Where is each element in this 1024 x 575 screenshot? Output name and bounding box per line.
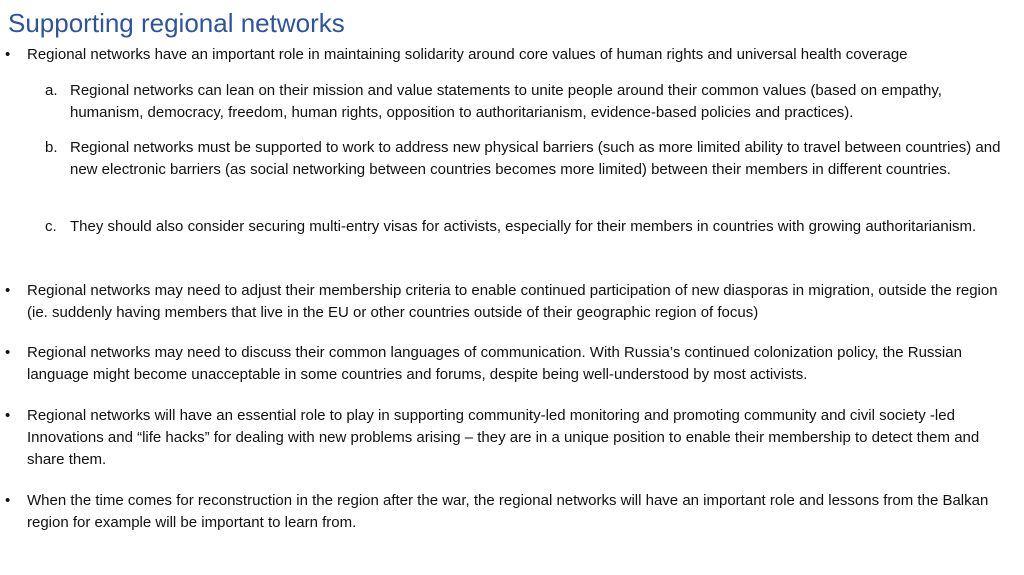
bullet-marker: • (5, 492, 11, 509)
bullet-text: Regional networks may need to adjust their membership criteria to enable continued participation of new diasporas in migration, outside the region (ie. suddenly having members that live in the EU or other countries outside of their geographic region of focus) (27, 282, 998, 321)
sub-item (45, 216, 1015, 238)
bullet-marker: • (5, 46, 11, 63)
sub-item-text: Regional networks must be supported to work to address new physical barriers (such as more limited ability to travel between countries) and new electronic barriers (as social networking between countries becomes more limited) between their members in different countries. (70, 139, 1001, 178)
bullet-text: Regional networks will have an essential role to play in supporting community-led monitoring and promoting community and civil society -led Innovations and “life hacks” for dealing with new problems arising – they are in a unique position to enable their membership to detect them and share them. (27, 407, 980, 468)
bullet-text: When the time comes for reconstruction in the region after the war, the regional networks will have an important role and lessons from the Balkan region for example will be important to learn from. (27, 492, 989, 531)
sub-item-marker: c. (45, 218, 57, 235)
bullet-item (5, 342, 1017, 386)
bullet-item (5, 280, 1017, 324)
bullet-text: Regional networks have an important role in maintaining solidarity around core values of human rights and universal health coverage (27, 46, 908, 63)
bullet-item (5, 490, 1017, 534)
bullet-item (5, 44, 1017, 66)
bullet-marker: • (5, 344, 11, 361)
sub-item-marker: b. (45, 139, 58, 156)
slide-title: Supporting regional networks (8, 8, 345, 38)
sub-item-text: They should also consider securing multi-entry visas for activists, especially for their members in countries with growing authoritarianism. (70, 218, 977, 235)
sub-item-marker: a. (45, 82, 58, 99)
sub-item (45, 137, 1015, 181)
bullet-item (5, 405, 1017, 471)
bullet-text: Regional networks may need to discuss their common languages of communication. With Russia’s continued colonization policy, the Russian language might become unacceptable in some countries and forums, despite being well-understood by most activists. (27, 344, 962, 383)
sub-item (45, 80, 1015, 124)
bullet-marker: • (5, 407, 11, 424)
bullet-marker: • (5, 282, 11, 299)
sub-item-text: Regional networks can lean on their mission and value statements to unite people around their common values (based on empathy, humanism, democracy, freedom, human rights, opposition to authoritarianism, evidence-based policies and practices). (70, 82, 942, 121)
